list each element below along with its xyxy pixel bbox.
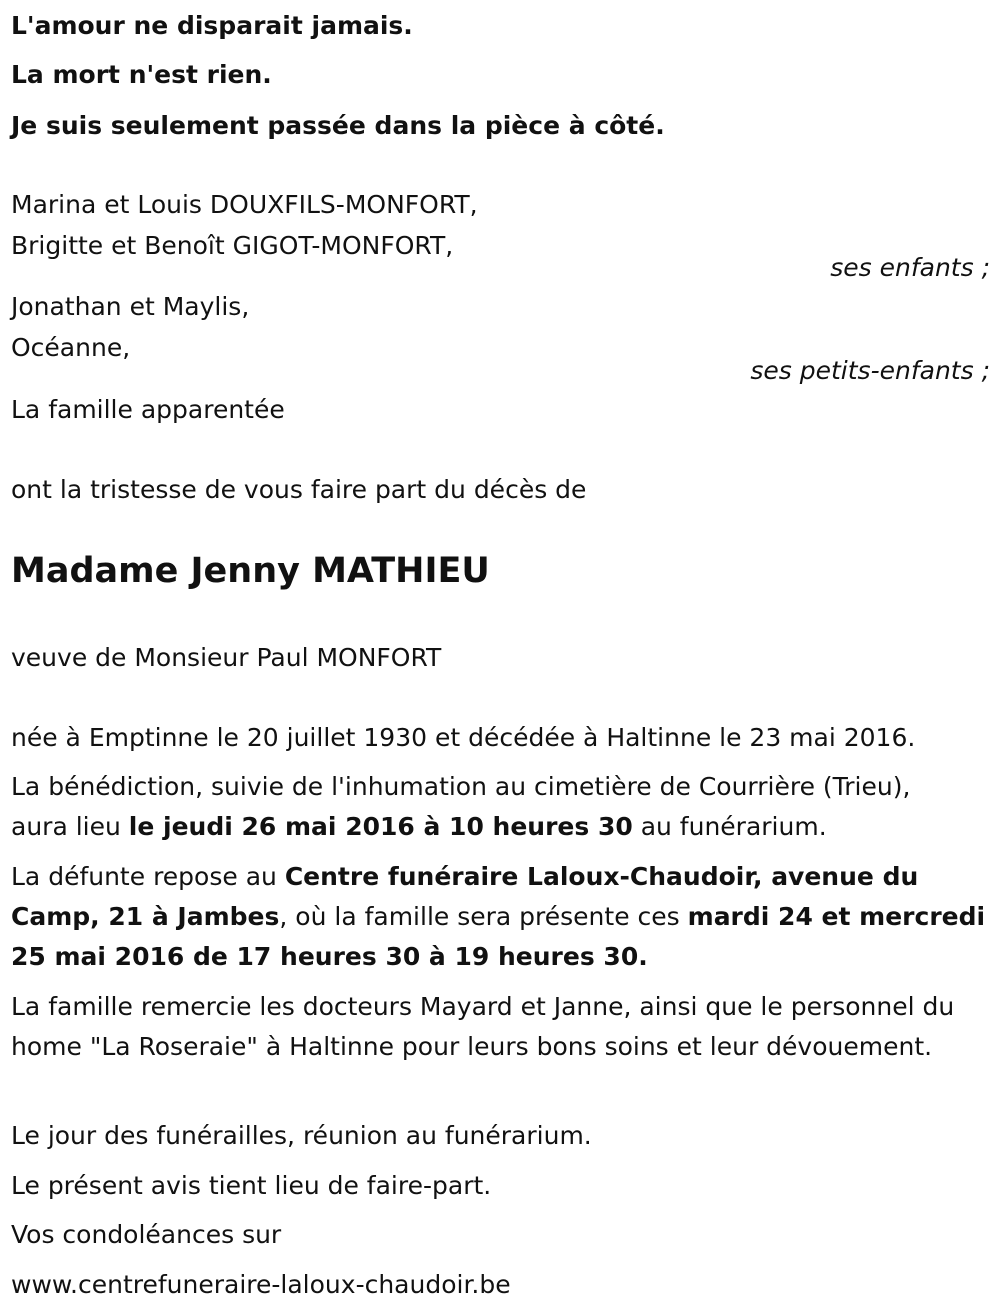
quote-line-2: La mort n'est rien.	[11, 60, 272, 89]
grandchild-name: Océanne,	[11, 333, 131, 362]
viewing-paragraph	[11, 857, 996, 977]
grandchild-name: Jonathan et Maylis,	[11, 292, 250, 321]
ceremony-prefix: aura lieu	[11, 812, 129, 841]
viewing-prefix: La défunte repose au	[11, 862, 285, 891]
deceased-name: Madame Jenny MATHIEU	[11, 551, 490, 591]
spouse-line: veuve de Monsieur Paul MONFORT	[11, 643, 442, 672]
viewing-dates: mardi 24 et mercredi 25 mai 2016 de 17 heures 30 à 19 heures 30.	[11, 902, 986, 971]
grandchildren-role: ses petits-enfants ;	[750, 356, 990, 385]
quote-line-3: Je suis seulement passée dans la pièce à côté.	[11, 111, 665, 140]
viewing-middle: , où la famille sera présente ces	[279, 902, 688, 931]
quote-line-1: L'amour ne disparait jamais.	[11, 11, 413, 40]
condolences-url[interactable]: www.centrefuneraire-laloux-chaudoir.be	[11, 1270, 511, 1299]
ceremony-line-1: La bénédiction, suivie de l'inhumation au cimetière de Courrière (Trieu),	[11, 772, 911, 801]
ceremony-line-2	[11, 807, 827, 847]
notice-line: Le présent avis tient lieu de faire-part.	[11, 1171, 492, 1200]
thanks-paragraph: La famille remercie les docteurs Mayard et Janne, ainsi que le personnel du home "La Roseraie" à Haltinne pour leurs bons soins et leur dévouement.	[11, 992, 955, 1061]
condolences-label: Vos condoléances sur	[11, 1220, 282, 1249]
announcement: ont la tristesse de vous faire part du décès de	[11, 475, 587, 504]
child-name: Brigitte et Benoît GIGOT-MONFORT,	[11, 231, 454, 260]
ceremony-datetime: le jeudi 26 mai 2016 à 10 heures 30	[128, 812, 633, 841]
birth-death-dates: née à Emptinne le 20 juillet 1930 et décédée à Haltinne le 23 mai 2016.	[11, 723, 916, 752]
family-line: La famille apparentée	[11, 395, 285, 424]
ceremony-suffix: au funérarium.	[632, 812, 827, 841]
gathering-line: Le jour des funérailles, réunion au funérarium.	[11, 1121, 592, 1150]
child-name: Marina et Louis DOUXFILS-MONFORT,	[11, 190, 478, 219]
viewing-place: Centre funéraire Laloux-Chaudoir, avenue du Camp, 21 à Jambes	[11, 862, 919, 931]
children-role: ses enfants ;	[830, 253, 990, 282]
